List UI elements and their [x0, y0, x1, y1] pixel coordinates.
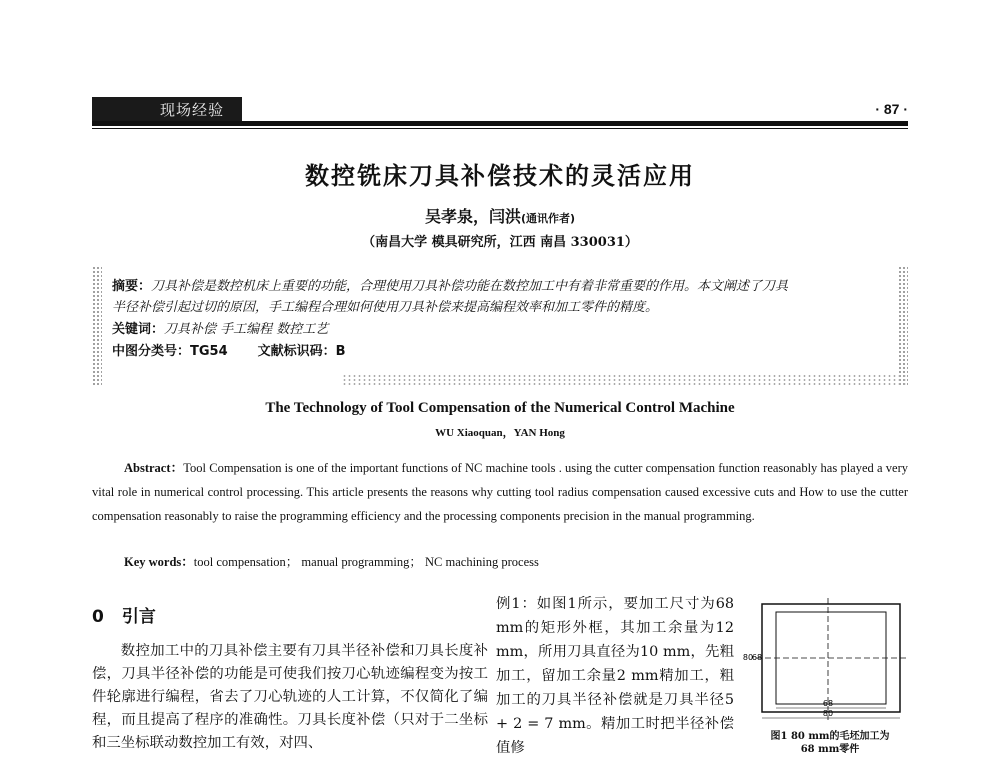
article-title-zh: 数控铣床刀具补偿技术的灵活应用	[305, 162, 695, 190]
authors-zh	[0, 204, 1000, 227]
doc-label: 文献标识码：	[257, 344, 336, 359]
class-label: 中图分类号：	[112, 344, 191, 359]
doc-value: B	[335, 344, 346, 359]
author-names: 吴孝泉，闫洪	[424, 207, 521, 226]
page-number: · 87 ·	[875, 101, 908, 117]
figure-1	[740, 596, 908, 760]
section-label: 现场经验	[160, 101, 225, 119]
body-column-left	[92, 640, 488, 755]
article-title-en: The Technology of Tool Compensation of the Numerical Control Machine	[265, 400, 735, 416]
dim-label-side-outer: 80	[742, 653, 754, 662]
example-paragraph: 例1：如图1所示，要加工尺寸为68 mm的矩形外框，其加工余量为12 mm，所用刀具直径为10 mm，先粗加工，留加工余量2 mm精加工，粗加工的刀具半径补偿就是刀具半径5 + 2 = 7 mm。精加工时把半径补偿值修	[496, 596, 734, 756]
keywords-en: Key words：tool compensation； manual programming； NC machining process	[124, 555, 539, 569]
keywords-zh-label: 关键词：	[112, 322, 165, 337]
abstract-zh-line2: 半径补偿引起过切的原因，手工编程合理如何使用刀具补偿来提高编程效率和加工零件的精度。	[112, 300, 659, 315]
section-number: 0	[92, 607, 104, 627]
classification	[112, 341, 892, 362]
section-title: 引言	[121, 607, 156, 627]
abstract-en-label: Abstract：	[124, 461, 184, 475]
header-rule-thin	[92, 128, 908, 129]
abstract-zh-line1: 摘要：刀具补偿是数控机床上重要的功能，合理使用刀具补偿功能在数控加工中有着非常重要的作用。本文阐述了刀具	[112, 279, 789, 294]
header-rule-thick	[92, 121, 908, 126]
body-column-middle	[496, 592, 734, 760]
affiliation: （南昌大学 模具研究所，江西 南昌 330031）	[362, 235, 638, 250]
dim-label-outer: 80	[822, 709, 834, 718]
abstract-zh-label: 摘要：	[112, 279, 152, 294]
dim-label-side-inner: 68	[751, 653, 763, 662]
box-dotted-border-bottom	[342, 374, 908, 386]
abstract-en	[92, 456, 908, 528]
intro-paragraph: 数控加工中的刀具补偿主要有刀具半径补偿和刀具长度补偿，刀具半径补偿的功能是可使我们按刀心轨迹编程变为按工件轮廓进行编程，省去了刀心轨迹的人工计算，不仅简化了编程，而且提高了程序的准确性。刀具长度补偿（只对于二坐标和三坐标联动数控加工有效，对四、	[92, 643, 488, 751]
abstract-en-text: Tool Compensation is one of the important functions of NC machine tools . using the cutter compensation function reasonably has played a very vital role in numerical control processing. This article presents the reasons why cutting tool radius compensation caused excessive cuts and How to use the cutter compensation reasonably to raise the programming efficiency and the processing components precision in the manual programming.	[92, 461, 908, 523]
caption-line-2: 68 mm零件	[800, 744, 860, 755]
class-value: TG54	[190, 344, 228, 359]
dim-label-inner: 68	[822, 699, 834, 708]
abstract-box	[92, 266, 908, 386]
caption-line-1: 图1 80 mm的毛坯加工为	[770, 731, 890, 742]
box-dotted-border-left	[92, 266, 102, 386]
keywords-en-label: Key words：	[124, 555, 194, 569]
figure-caption	[750, 730, 910, 756]
section-heading	[92, 602, 156, 627]
box-dotted-border-right	[898, 266, 908, 386]
authors-en: WU Xiaoquan，YAN Hong	[435, 427, 565, 439]
keywords-zh: 关键词：刀具补偿 手工编程 数控工艺	[112, 322, 329, 337]
author-note: (通讯作者)	[520, 212, 576, 225]
